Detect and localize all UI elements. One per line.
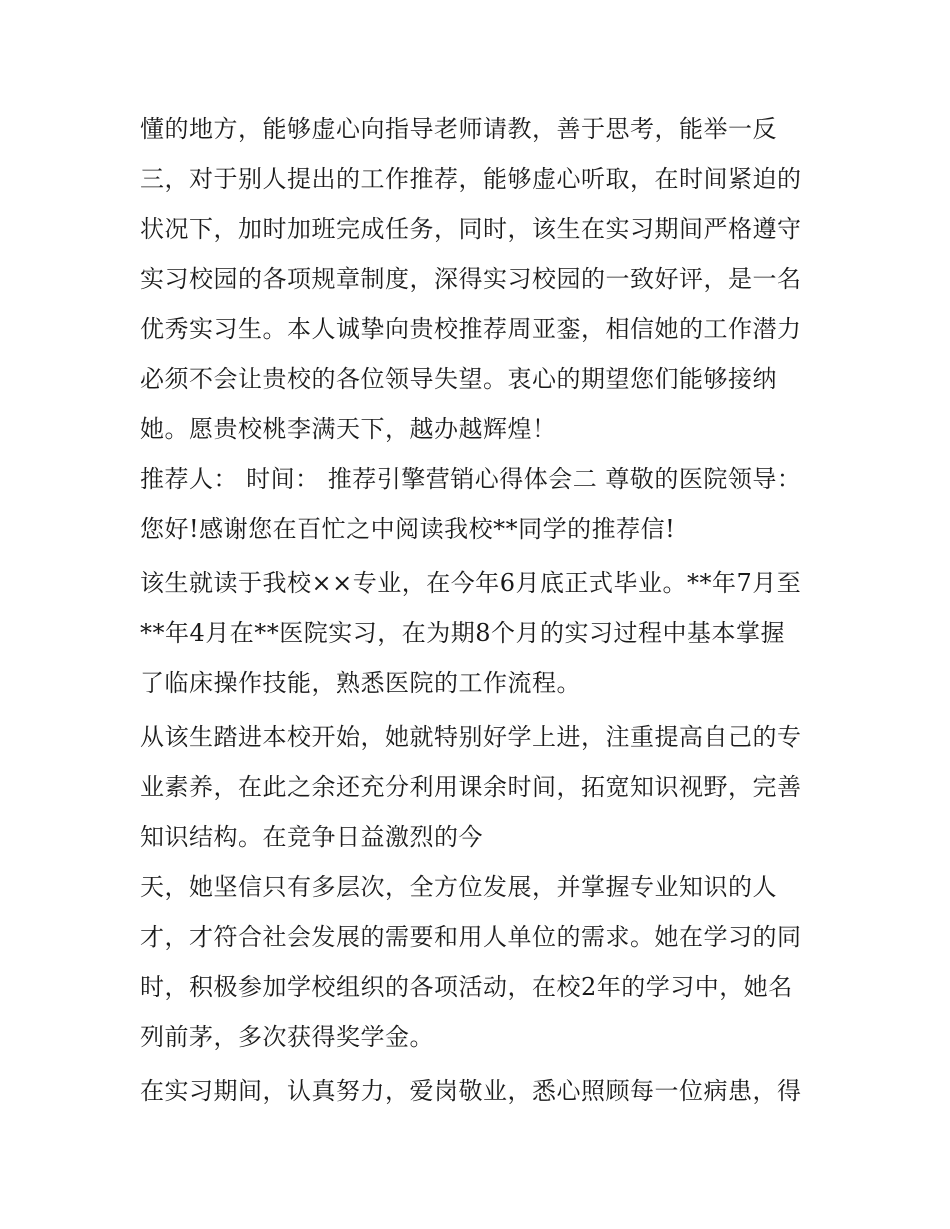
text-line: 从该生踏进本校开始，她就特别好学上进，注重提高自己的专 xyxy=(140,723,802,751)
text-line: 懂的地方，能够虚心向指导老师请教，善于思考，能举一反 xyxy=(140,115,777,143)
text-line: 列前茅，多次获得奖学金。 xyxy=(140,1023,434,1051)
text-line: 优秀实习生。本人诚挚向贵校推荐周亚銮，相信她的工作潜力 xyxy=(140,315,802,343)
text-line: 了临床操作技能，熟悉医院的工作流程。 xyxy=(140,669,581,697)
text-line: 时，积极参加学校组织的各项活动，在校2年的学习中，她名 xyxy=(140,973,793,1001)
text-line: 实习校园的各项规章制度，深得实习校园的一致好评，是一名 xyxy=(140,265,802,293)
text-line: 您好!感谢您在百忙之中阅读我校**同学的推荐信! xyxy=(140,515,676,543)
text-line: 状况下，加时加班完成任务，同时，该生在实习期间严格遵守 xyxy=(140,215,802,243)
text-line: 知识结构。在竞争日益激烈的今 xyxy=(140,823,483,851)
text-line: 她。愿贵校桃李满天下，越办越辉煌！ xyxy=(140,415,557,443)
text-line: 推荐人： 时间： 推荐引擎营销心得体会二 尊敬的医院领导： xyxy=(140,465,802,493)
text-line: 三，对于别人提出的工作推荐，能够虚心听取，在时间紧迫的 xyxy=(140,165,802,193)
text-line: **年4月在**医院实习，在为期8个月的实习过程中基本掌握 xyxy=(140,619,786,647)
text-line: 该生就读于我校××专业，在今年6月底正式毕业。**年7月至 xyxy=(140,569,802,597)
text-line: 在实习期间，认真努力，爱岗敬业，悉心照顾每一位病患，得 xyxy=(140,1077,802,1105)
text-line: 天，她坚信只有多层次，全方位发展，并掌握专业知识的人 xyxy=(140,873,777,901)
text-line: 必须不会让贵校的各位领导失望。衷心的期望您们能够接纳 xyxy=(140,365,777,393)
text-line: 才，才符合社会发展的需要和用人单位的需求。她在学习的同 xyxy=(140,923,802,951)
text-line: 业素养，在此之余还充分利用课余时间，拓宽知识视野，完善 xyxy=(140,773,802,801)
